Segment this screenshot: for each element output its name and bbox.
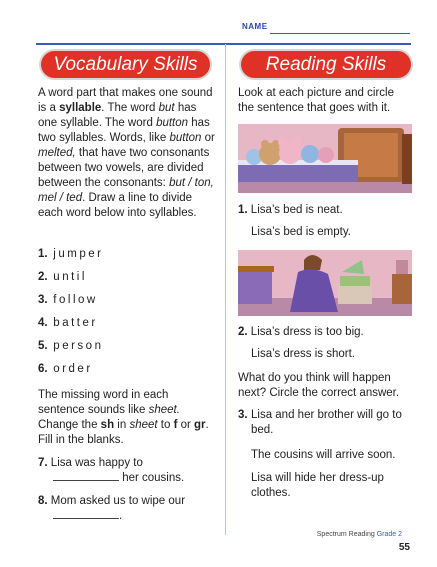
q3-option-1[interactable]: 3. Lisa and her brother will go to bed. bbox=[238, 409, 402, 436]
question-7: 7. Lisa was happy to bbox=[38, 457, 143, 469]
q3-option-2[interactable]: The cousins will arrive soon. bbox=[251, 449, 396, 461]
q1-option-1[interactable]: 1. Lisa’s bed is neat. bbox=[238, 204, 343, 216]
reading-skills-banner: Reading Skills bbox=[241, 51, 411, 78]
question-8: 8. Mom asked us to wipe our bbox=[38, 495, 186, 507]
word-item-3: 3. follow bbox=[38, 294, 98, 306]
bed-with-stuffed-animals-picture bbox=[238, 124, 412, 193]
page-number: 55 bbox=[398, 542, 410, 553]
question-8-line2: . bbox=[53, 509, 218, 524]
q3-prompt: What do you think will happen next? Circle the correct answer. bbox=[238, 372, 400, 399]
blank-line-8[interactable] bbox=[53, 509, 119, 519]
name-line[interactable] bbox=[270, 33, 410, 34]
blank-line-7[interactable] bbox=[53, 471, 119, 481]
girl-packing-dress-up-clothes-picture bbox=[238, 250, 412, 316]
word-item-2: 2. until bbox=[38, 271, 87, 283]
word-item-5: 5. person bbox=[38, 340, 104, 352]
name-label: NAME bbox=[242, 22, 268, 31]
question-7-line2: her cousins. bbox=[53, 471, 218, 486]
footer-series: Spectrum Reading Grade 2 bbox=[316, 531, 402, 538]
word-item-6: 6. order bbox=[38, 363, 93, 375]
word-item-4: 4. batter bbox=[38, 317, 98, 329]
vocab-intro: A word part that makes one sound is a syllable. The word but has one syllable. The word button has two syllables. Words, like button or melted, that have two consonants between two vowels, are divided between the consonants: but / ton, mel / ted. Draw a line to divide each word below into syllables. bbox=[38, 87, 215, 219]
q2-option-2[interactable]: Lisa’s dress is short. bbox=[251, 348, 355, 360]
q1-option-2[interactable]: Lisa’s bed is empty. bbox=[251, 226, 351, 238]
column-divider bbox=[225, 44, 226, 535]
word-item-1: 1. jumper bbox=[38, 248, 104, 260]
q3-option-3[interactable]: Lisa will hide her dress-up clothes. bbox=[251, 472, 384, 499]
top-rule bbox=[36, 43, 411, 45]
vocabulary-skills-banner: Vocabulary Skills bbox=[41, 51, 210, 78]
reading-intro: Look at each picture and circle the sentence that goes with it. bbox=[238, 87, 394, 114]
fill-blank-instructions: The missing word in each sentence sounds like sheet. Change the sh in sheet to f or gr. Fill in the blanks. bbox=[38, 389, 209, 446]
q2-option-1[interactable]: 2. Lisa’s dress is too big. bbox=[238, 326, 364, 338]
